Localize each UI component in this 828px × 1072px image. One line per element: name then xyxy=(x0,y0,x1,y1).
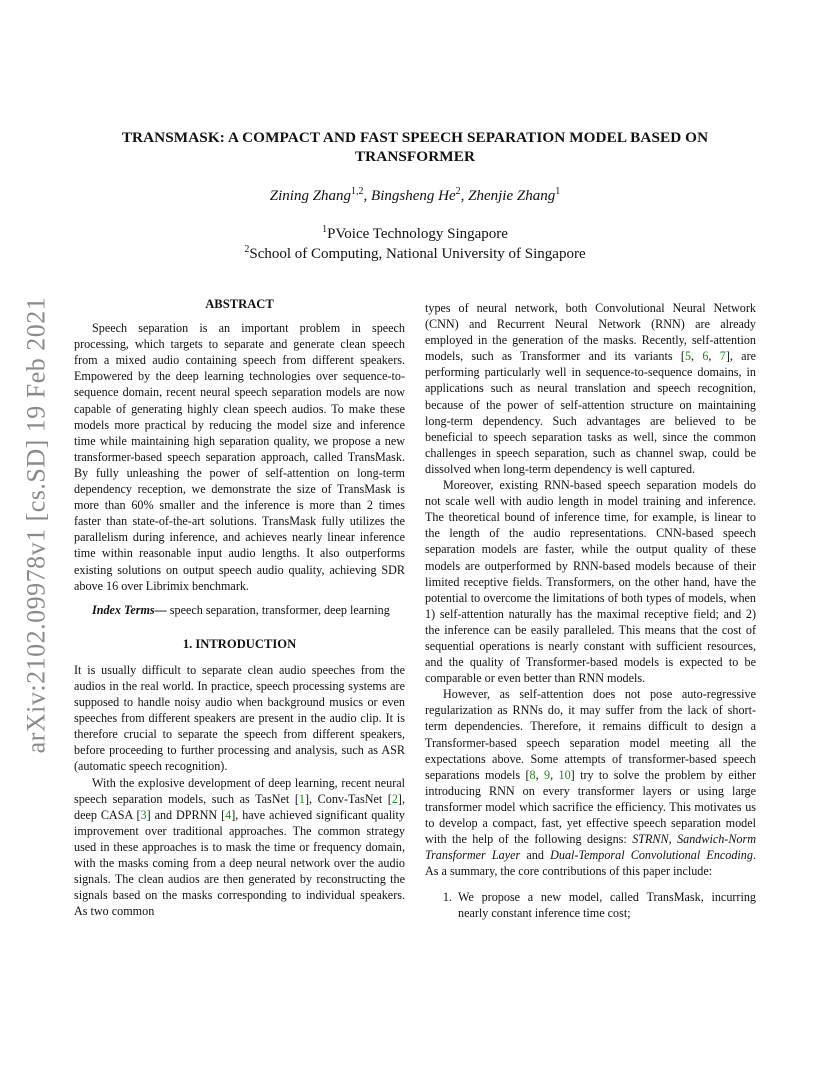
author-list xyxy=(75,186,755,206)
affiliation-text: School of Computing, National University of Singapore xyxy=(249,246,586,262)
index-terms-text: speech separation, transformer, deep learning xyxy=(166,602,390,617)
introduction-heading: 1. INTRODUCTION xyxy=(182,636,297,651)
citation-link[interactable]: 7 xyxy=(719,349,726,364)
paragraph-text: ], have achieved significant quality improvement over traditional approaches. The common strategy used in these approaches is to mask the time or frequency domain, with the masks coming from a deep neural network over the audio signals. The clean audios are then generated by reconstructing the signals based on the masks corresponding to individual speakers. As two common xyxy=(74,807,406,919)
paper-title-line-1: TRANSMASK: A COMPACT AND FAST SPEECH SEPARATION MODEL BASED ON xyxy=(121,129,709,146)
index-terms xyxy=(74,602,405,618)
contributions-list xyxy=(425,889,756,921)
citation-separator: , xyxy=(708,349,720,364)
intro-paragraph-4: Moreover, existing RNN-based speech separation models do not scale well with audio length in model training and inference. The theoretical bound of inference time, for example, is linear to the length of the audio representations. CNN-based speech separation models are faster, while the output quality of these models are outperformed by RNN-based models because of their limited receptive fields. Transformers, on the other hand, have the potential to overcome the limitations of both types of models, when 1) self-attention naturally has the maximal receptive field; and 2) the inference can be easily paralleled. This means that the cost of sequential operations is nearly constant with sufficient resources, and the quality of Transformer-based models is expected to be comparable or even better than RNN models. xyxy=(425,478,756,686)
author-name: Zhenjie Zhang xyxy=(468,188,556,204)
affiliation-list xyxy=(75,224,755,264)
citation-link[interactable]: 6 xyxy=(702,349,709,364)
paragraph-text: However, as self-attention does not pose auto-regressive regularization as RNNs do, it may suffer from the lack of short-term dependencies. Therefore, it remains difficult to design a Transformer-based speech separation model meeting all the expectations above. Some attempts of transformer-based speech separations models [ xyxy=(425,687,756,782)
affiliation-line xyxy=(75,244,755,264)
intro-paragraph-2 xyxy=(74,775,405,920)
affiliation-text: PVoice Technology Singapore xyxy=(327,226,508,242)
paragraph-text: and xyxy=(520,848,551,863)
author-separator: , xyxy=(460,188,469,204)
author-name: Zining Zhang xyxy=(269,188,352,204)
author-affiliation-marker: 1 xyxy=(555,186,561,197)
citation-link[interactable]: 2 xyxy=(391,791,398,806)
citation-separator: , xyxy=(550,767,559,782)
citation-separator: , xyxy=(535,767,544,782)
intro-paragraph-5 xyxy=(425,686,756,879)
arxiv-identifier-text: arXiv:2102.09978v1 [cs.SD] 19 Feb 2021 xyxy=(21,296,51,754)
paragraph-text: ], Conv-TasNet [ xyxy=(305,791,392,806)
citation-link[interactable]: 9 xyxy=(544,767,551,782)
design-name: Sandwich-Norm Transformer Layer xyxy=(425,832,756,863)
affiliation-marker: 1 xyxy=(322,224,328,235)
paragraph-text: ] and DPRNN [ xyxy=(146,807,226,822)
left-column xyxy=(74,296,405,919)
citation-link[interactable]: 4 xyxy=(225,807,232,822)
citation-link[interactable]: 10 xyxy=(558,767,571,782)
citation-link[interactable]: 3 xyxy=(140,807,147,822)
right-column xyxy=(425,300,756,922)
author-name: Bingsheng He xyxy=(371,188,456,204)
index-terms-label: Index Terms— xyxy=(92,602,167,617)
author-separator: , xyxy=(363,188,372,204)
design-name: Dual-Temporal Convolutional Encoding xyxy=(550,848,753,863)
paper-title xyxy=(75,128,755,166)
author-affiliation-marker: 1,2 xyxy=(351,186,364,197)
affiliation-line xyxy=(75,224,755,244)
citation-link[interactable]: 1 xyxy=(298,791,305,806)
citation-separator: , xyxy=(691,349,703,364)
paragraph-text: . As a summary, the core contributions of this paper include: xyxy=(425,848,756,879)
paragraph-text: ], are performing particularly well in sequence-to-sequence domains, in applications such as neural translation and speech recognition, because of the power of self-attention structure on maintaining long-term dependency. Such advantages are believed to be beneficial to speech separation tasks as well, since the common challenges in speech separation, such as channel swap, could be dissolved when long-term dependency is well captured. xyxy=(425,349,757,476)
citation-link[interactable]: 8 xyxy=(529,767,536,782)
design-name: STRNN xyxy=(632,832,669,847)
abstract-heading: ABSTRACT xyxy=(205,297,274,311)
paragraph-text: With the explosive development of deep learning, recent neural speech separation models, such as TasNet [ xyxy=(74,775,405,806)
affiliation-marker: 2 xyxy=(244,244,250,255)
intro-paragraph-3 xyxy=(425,300,756,477)
contribution-item: 1. We propose a new model, called TransMask, incurring nearly constant inference time cost; xyxy=(455,889,756,921)
citation-link[interactable]: 5 xyxy=(684,349,692,364)
paper-title-line-2: TRANSFORMER xyxy=(354,148,476,165)
paragraph-text: types of neural network, both Convolutional Neural Network (CNN) and Recurrent Neural Network (RNN) are already employed in the generation of the masks. Recently, self-attention models, such as Transformer and its variants [ xyxy=(425,301,756,364)
author-affiliation-marker: 2 xyxy=(455,186,461,197)
abstract-body: Speech separation is an important problem in speech processing, which targets to separate and generate clean speech from a mixed audio containing speech from different speakers. Empowered by the deep learning technologies over sequence-to-sequence domain, recent neural speech separation models are now capable of generating highly clean speech audios. To make these models more practical by reducing the model size and inference time while maintaining high separation quality, we propose a new transformer-based speech separation approach, called TransMask. By fully unleashing the power of self-attention on long-term dependency reception, we demonstrate the size of TransMask is more than 60% smaller and the inference is more than 2 times faster than state-of-the-art solutions. TransMask fully utilizes the parallelism during inference, and achieves nearly linear inference time within reasonable input audio lengths. It also outperforms existing solutions on output speech audio quality, achieving SDR above 16 over Librimix benchmark. xyxy=(74,321,405,593)
arxiv-identifier-stamp xyxy=(16,290,56,760)
paragraph-text: ] try to solve the problem by either introducing RNN on every transformer layers or using large transformer model which sacrifice the efficiency. This motivates us to develop a compact, fast, yet effective speech separation model with the help of the following designs: xyxy=(425,767,756,847)
intro-paragraph-1: It is usually difficult to separate clean audio speeches from the audios in the real world. In practice, speech processing systems are supposed to handle noisy audio when background musics or even speeches from different speakers are present in the audio clip. It is therefore crucial to separate the speech from different speakers, before proceeding to further processing and analysis, such as ASR (automatic speech recognition). xyxy=(74,662,405,774)
paragraph-text: , xyxy=(668,832,678,847)
paragraph-text: ], deep CASA [ xyxy=(74,791,405,822)
